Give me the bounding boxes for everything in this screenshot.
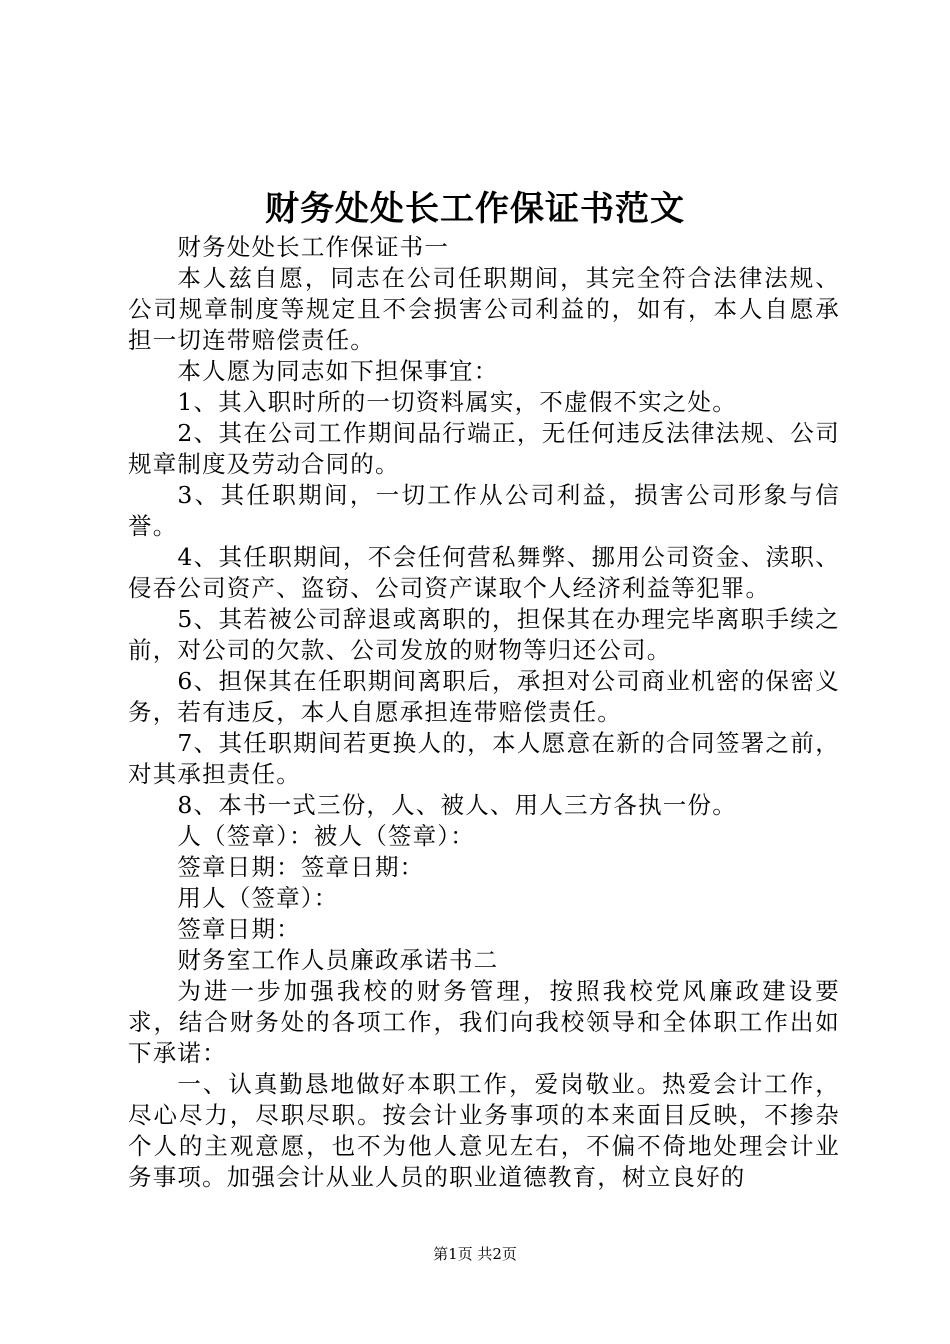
signature-line: 人（签章）：被人（签章）： — [177, 822, 475, 850]
section-heading: 财务室工作人员廉政承诺书二 — [177, 946, 499, 974]
document-body — [128, 232, 840, 1193]
paragraph: 7、其任职期间若更换人的，本人愿意在新的合同签署之前，对其承担责任。 — [128, 729, 840, 788]
paragraph: 本人愿为同志如下担保事宜： — [177, 357, 499, 385]
paragraph: 6、担保其在任职期间离职后，承担对公司商业机密的保密义务，若有违反，本人自愿承担连带赔偿责任。 — [128, 667, 840, 726]
paragraph: 1、其入职时所的一切资料属实，不虚假不实之处。 — [177, 388, 737, 416]
signature-date-line: 签章日期：签章日期： — [177, 853, 425, 881]
paragraph: 财务处处长工作保证书一 — [177, 233, 450, 261]
paragraph: 2、其在公司工作期间品行端正，无任何违反法律法规、公司规章制度及劳动合同的。 — [128, 419, 840, 478]
paragraph: 3、其任职期间，一切工作从公司利益，损害公司形象与信誉。 — [128, 481, 840, 540]
signature-date-line: 签章日期： — [177, 915, 301, 943]
paragraph: 本人兹自愿，同志在公司任职期间，其完全符合法律法规、公司规章制度等规定且不会损害公司利益的，如有，本人自愿承担一切连带赔偿责任。 — [128, 264, 840, 354]
page-number: 第1页 共2页 — [433, 1245, 517, 1263]
paragraph: 为进一步加强我校的财务管理，按照我校党风廉政建设要求，结合财务处的各项工作，我们向我校领导和全体职工作出如下承诺： — [128, 977, 840, 1067]
paragraph: 4、其任职期间，不会任何营私舞弊、挪用公司资金、渎职、侵吞公司资产、盗窃、公司资产谋取个人经济利益等犯罪。 — [128, 543, 840, 602]
document-title: 财务处处长工作保证书范文 — [265, 189, 685, 229]
paragraph: 8、本书一式三份，人、被人、用人三方各执一份。 — [177, 791, 737, 819]
signature-line: 用人（签章）： — [177, 884, 339, 912]
paragraph: 一、认真勤恳地做好本职工作，爱岗敬业。热爱会计工作，尽心尽力，尽职尽职。按会计业务事项的本来面目反映，不掺杂个人的主观意愿，也不为他人意见左右，不偏不倚地处理会计业务事项。加强会计从业人员的职业道德教育，树立良好的 — [128, 1070, 840, 1191]
paragraph: 5、其若被公司辞退或离职的，担保其在办理完毕离职手续之前，对公司的欠款、公司发放的财物等归还公司。 — [128, 605, 840, 664]
